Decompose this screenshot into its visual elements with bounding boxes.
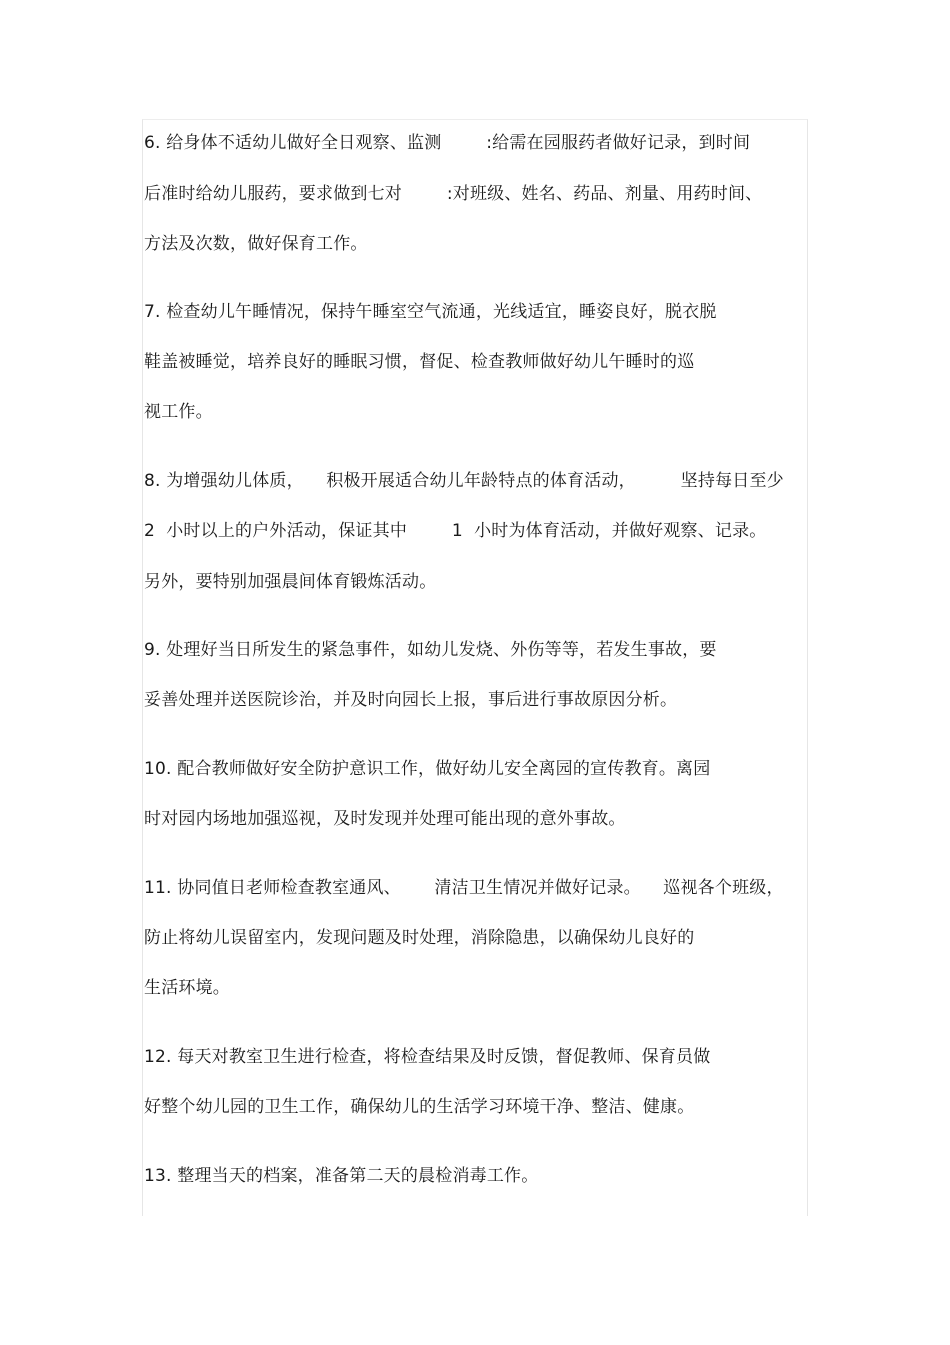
- paragraph-12-line-1: 12. 每天对教室卫生进行检查，将检查结果及时反馈，督促教师、保育员做: [144, 1047, 711, 1067]
- paragraph-10-line-1: 10. 配合教师做好安全防护意识工作，做好幼儿安全离园的宣传教育。离园: [144, 759, 711, 779]
- paragraph-7-line-1: 7. 检查幼儿午睡情况，保持午睡室空气流通，光线适宜，睡姿良好，脱衣脱: [144, 302, 717, 322]
- paragraph-6-line-2: 后准时给幼儿服药，要求做到七对 :对班级、姓名、药品、剂量、用药时间、: [144, 184, 763, 204]
- paragraph-11-line-2: 防止将幼儿误留室内，发现问题及时处理，消除隐患，以确保幼儿良好的: [144, 928, 695, 948]
- paragraph-11-line-1: 11. 协同值日老师检查教室通风、 清洁卫生情况并做好记录。 巡视各个班级，: [144, 878, 784, 898]
- paragraph-6-line-3: 方法及次数，做好保育工作。: [144, 234, 368, 254]
- paragraph-8-line-1: 8. 为增强幼儿体质， 积极开展适合幼儿年龄特点的体育活动， 坚持每日至少: [144, 471, 784, 491]
- paragraph-6-line-1: 6. 给身体不适幼儿做好全日观察、监测 :给需在园服药者做好记录，到时间: [144, 133, 751, 153]
- paragraph-12-line-2: 好整个幼儿园的卫生工作，确保幼儿的生活学习环境干净、整洁、健康。: [144, 1097, 695, 1117]
- paragraph-8-line-3: 另外，要特别加强晨间体育锻炼活动。: [144, 572, 437, 592]
- paragraph-7-line-2: 鞋盖被睡觉，培养良好的睡眠习惯，督促、检查教师做好幼儿午睡时的巡: [144, 352, 695, 372]
- paragraph-8-line-2: 2 小时以上的户外活动，保证其中 1 小时为体育活动，并做好观察、记录。: [144, 521, 767, 541]
- paragraph-10-line-2: 时对园内场地加强巡视，及时发现并处理可能出现的意外事故。: [144, 809, 626, 829]
- paragraph-7-line-3: 视工作。: [144, 402, 213, 422]
- paragraph-13-line-1: 13. 整理当天的档案，准备第二天的晨检消毒工作。: [144, 1166, 539, 1186]
- paragraph-9-line-1: 9. 处理好当日所发生的紧急事件，如幼儿发烧、外伤等等，若发生事故，要: [144, 640, 717, 660]
- paragraph-11-line-3: 生活环境。: [144, 978, 230, 998]
- paragraph-9-line-2: 妥善处理并送医院诊治，并及时向园长上报，事后进行事故原因分析。: [144, 690, 678, 710]
